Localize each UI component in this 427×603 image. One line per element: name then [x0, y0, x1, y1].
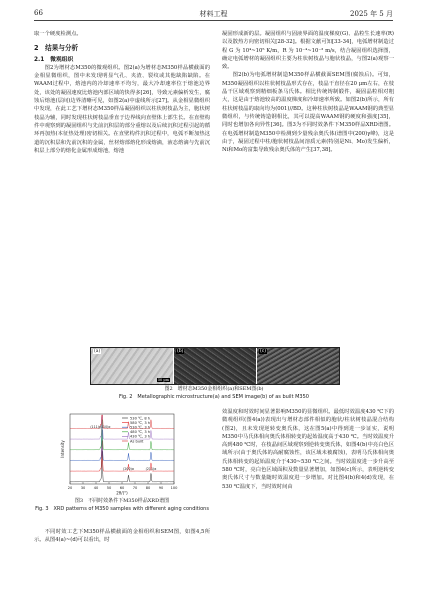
paragraph: 取一个硬度检测点。 — [34, 31, 82, 37]
peak-label: (111)γ — [90, 425, 101, 429]
paragraph: 凝固形成新的层。凝固组织与固液界面的温度梯度(G)、晶粒生长速率(R)以及散热方向密切相关[28-32]。根据文献可知[33-34]，电弧增材制造过程 G 为 10⁴~10⁵ K/m，R 为 10⁻⁴~10⁻³ m/s，结合凝固组织选择图，确定电弧增材的凝固组织主要为柱状树枝晶与胞状枝晶，与图2(a)观察一致。 — [222, 31, 394, 71]
legend-entry: 580 ℃, 3 h — [130, 420, 151, 425]
paragraph: 图2为增材态M350的微观组织。图2(a)为增材态M350样品横截面的金相显微组织，图中未发现明显气孔、夹渣、裂纹或其他缺陷缺陷。在WAAM过程中，熔池内的冷却速率不均匀，最大冷却速率位于熔池边界处，该处的凝固速度比熔池内部区域的快得多[26]，导致元素偏析发生，腐蚀后熔池(层间)边界清晰可见，如图2(a)中虚线所示[27]。从金相显微组织中发现，在此工艺下增材态M350样品凝固组织以柱状树枝晶为主，胞状树枝晶为辅，同时发现柱状树枝晶垂直于边界线向直壁体上部生长。在直壁构件中观察到的凝固组织与先前沉积层的部分重熔以及后续沉积过程引起的循环再加热(本征热处理)密切相关。在直壁构件沉积过程中，电弧不断加热这道的沉积层和先前沉积的金属，丝材熔部熔化形成熔滴，液态熔滴与先前沉积层上部分的熔化金属形成熔池，熔池 — [34, 64, 210, 154]
legend-entry: 530 ℃, 8 h — [130, 416, 151, 421]
peak-label: (211)α — [145, 467, 157, 471]
left-column-top — [34, 30, 210, 155]
scale-bar: 50 μm — [157, 378, 169, 382]
xrd-chart — [58, 408, 178, 496]
legend-entry: 480 ℃, 3 h — [130, 430, 151, 435]
x-axis-label: 2θ/(°) — [116, 490, 128, 496]
x-tick-label: 100 — [170, 486, 178, 490]
micrograph-panel-b — [174, 348, 256, 384]
x-tick-label: 30 — [80, 486, 86, 490]
series-line — [70, 451, 174, 482]
x-tick-label: 80 — [145, 486, 151, 490]
micrograph-panel-a — [91, 348, 173, 384]
page-number: 66 — [34, 9, 43, 17]
plot-frame — [70, 414, 174, 484]
figure-2-caption-cn: 图2 增材态M350金相组织(a)和SEM图(b) — [164, 386, 264, 392]
series-line — [70, 440, 174, 471]
series-line — [70, 430, 174, 461]
paragraph: 图2(b)为电弧增材制造M350样品横截面SEM图(腐蚀后)。可知，M350凝固组织以柱状树枝晶形式存在，枝晶干直径在20 μm左右，在枝晶干区域观察到精细板条马氏体。相比传统铸制锻件，凝固晶粒相对粗大，这是由于熔池较高的温度梯度和冷却速率所致。如图2(b)所示，所有柱状树枝晶的取向均为(001)//BD。这种柱状树枝晶是WAAM钢的典型显微组织，与传统铸造钢相比，其可以提高WAAM钢的硬度和强度[35]，同时也增加各向异性[36]。图3为不同时效条件下M350样品XRD谱图。在电弧增材制造M350中检测到少量残余奥氏体(谱图中(200)γ峰)，这是由于，凝固过程中柱/胞状树枝晶间溶质元素(特别是Ni、Mo)发生偏析，Ni和Mo的富集导致残余奥氏体的产生[37,38]。 — [222, 72, 394, 154]
series-line — [70, 415, 174, 429]
panel-label: (a) — [94, 349, 101, 354]
issue-date: 2025 年 5 月 — [350, 10, 393, 18]
subsection-heading: 2.1 微观组织 — [34, 56, 74, 63]
figure-3-caption-en: Fig. 3 XRD patterns of M350 samples with different aging conditions — [35, 506, 209, 512]
panel-label: (c) — [260, 349, 267, 354]
legend-entry: 430 ℃, 3 h — [130, 434, 151, 439]
figure-2-micrographs — [90, 347, 340, 385]
journal-name: 材料工程 — [199, 10, 228, 18]
panel-label: (b) — [177, 349, 184, 354]
right-column-top — [222, 30, 394, 154]
paragraph: 效温度和时效时间显著影响M350的显微组织。最低时效温度430 ℃下的微观组织(图4(a))表现出与增材态部件相似的胞状/柱状树枝晶混合结构(图2)，且未发现逆转变奥氏体，这在图5(a)中得到进一步证实，说明M350中马氏体相向奥氏体相转变的起始温度高于430 ℃。当时效温度升高到480 ℃时，在枝晶间区域观察到逆转变奥氏体，如图4(b)中亮白色区域所示(由于奥氏体的高耐腐蚀性，该区域未被腐蚀)，表明马氏体相向奥氏体相转变的起始温度介于430~530 ℃之间。当时效温度进一步升高至580 ℃时，亮白色区域面积及数量显著增加，如图4(c)所示，表明逆转变奥氏体尺寸与数量随时效温度进一步增加。对比图4(b)和4(d)发现，在530 ℃温度下，当时效时间由 — [222, 409, 394, 490]
page-header — [34, 8, 393, 21]
section-heading: 2 结果与分析 — [34, 44, 79, 53]
peak-label: (110)α — [99, 425, 111, 429]
legend-entry: As built — [130, 439, 144, 444]
figure-2-caption-en: Fig. 2 Metallographic microstructure(a) and SEM image(b) of as built M350 — [119, 394, 309, 400]
figure-3-caption-cn: 图3 不同时效条件下M350样品XRD谱图 — [74, 498, 170, 504]
right-column-bottom — [222, 408, 394, 491]
peak-label: (200)α — [123, 467, 134, 471]
x-tick-label: 50 — [106, 486, 112, 490]
y-axis-label: Intensity — [60, 440, 65, 458]
x-tick-label: 40 — [93, 486, 99, 490]
series-line — [70, 419, 174, 450]
left-column-bottom — [34, 528, 210, 545]
x-tick-label: 90 — [158, 486, 164, 490]
micrograph-panel-c — [257, 348, 339, 384]
paragraph: 不同时效工艺下M350样品横截面的金相组织和SEM图，如图4,5所示。从图4(a)~(d)可以看出，时 — [34, 529, 210, 544]
x-tick-label: 70 — [132, 486, 138, 490]
x-tick-label: 60 — [119, 486, 125, 490]
legend-entry: 530 ℃, 3 h — [130, 425, 151, 430]
x-tick-label: 20 — [67, 486, 73, 490]
